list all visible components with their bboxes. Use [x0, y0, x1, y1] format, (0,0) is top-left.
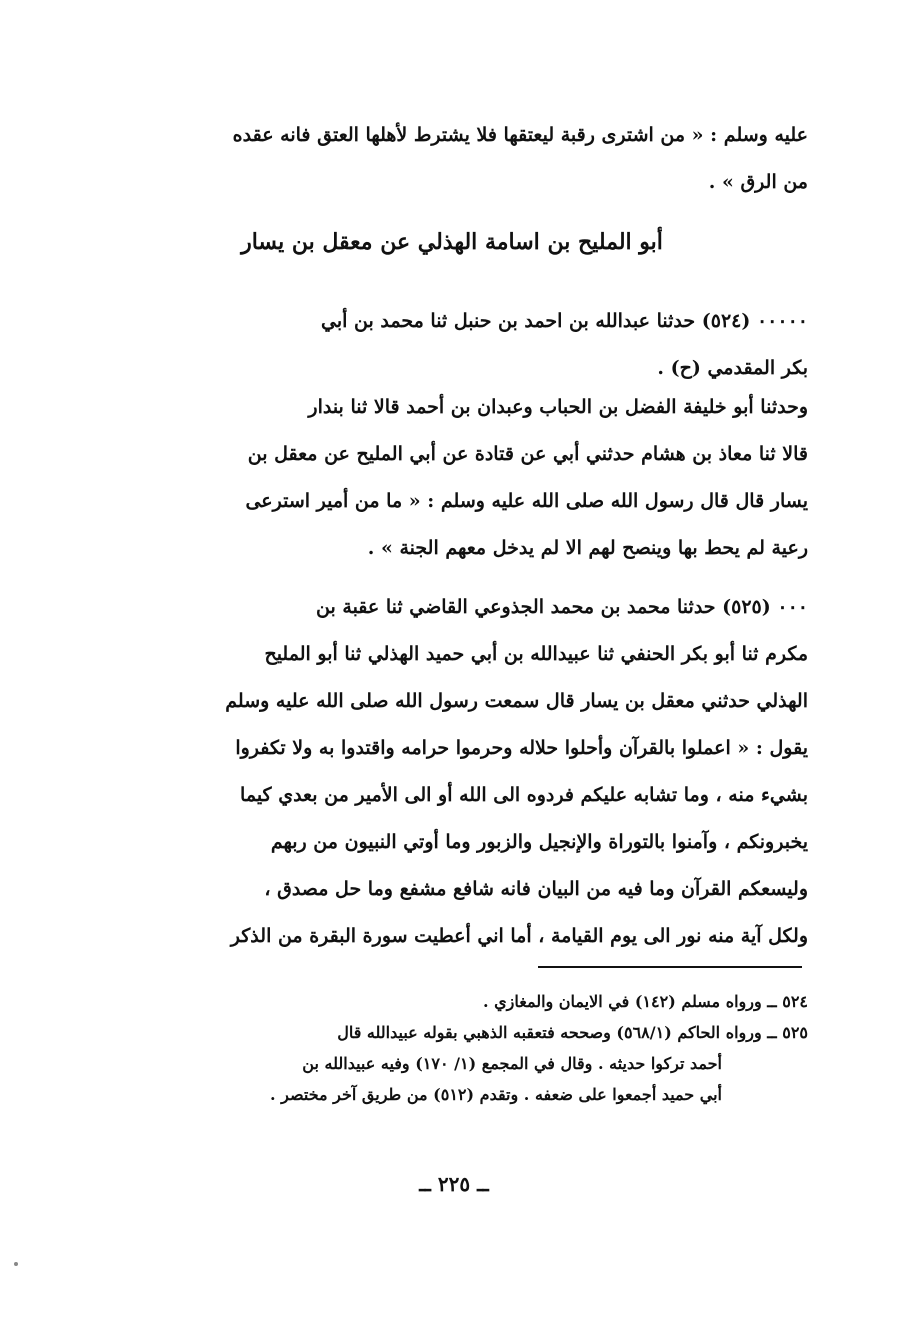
footnote-separator	[538, 966, 802, 968]
text-line: يقول : « اعملوا بالقرآن وأحلوا حلاله وحرموا حرامه واقتدوا به ولا تكفروا	[235, 737, 808, 759]
footnote-525-line: أبي حميد أجمعوا على ضعفه . وتقدم (٥١٢) من طريق آخر مختصر .	[270, 1085, 722, 1104]
text-line: يخبرونكم ، وآمنوا بالتوراة والإنجيل والزبور وما أوتي النبيون من ربهم	[270, 831, 808, 853]
intro-paragraph	[96, 112, 808, 206]
text-line: عليه وسلم : « من اشترى رقبة ليعتقها فلا يشترط لأهلها العتق فانه عقده	[232, 124, 808, 146]
chapter-heading: أبو المليح بن اسامة الهذلي عن معقل بن يسار	[241, 229, 663, 255]
text-line: قالا ثنا معاذ بن هشام حدثني أبي عن قتادة عن أبي المليح عن معقل بن	[247, 443, 808, 465]
hadith-524-isnad	[96, 298, 808, 392]
footnote-525-line: ٥٢٥ ــ ورواه الحاكم (٥٦٨/١) وصححه فتعقبه الذهبي بقوله عبيدالله قال	[337, 1023, 808, 1042]
text-line: وليسعكم القرآن وما فيه من البيان فانه شافع مشفع وما حل مصدق ،	[264, 878, 808, 900]
footnote-525-line: أحمد تركوا حديثه . وقال في المجمع (١/ ١٧٠) وفيه عبيدالله بن	[302, 1054, 722, 1073]
footnotes	[96, 986, 808, 1110]
text-line: الهذلي حدثني معقل بن يسار قال سمعت رسول الله صلى الله عليه وسلم	[225, 690, 808, 712]
text-line: مكرم ثنا أبو بكر الحنفي ثنا عبيدالله بن أبي حميد الهذلي ثنا أبو المليح	[264, 643, 808, 665]
text-line: من الرق » .	[708, 171, 808, 193]
footnote-524: ٥٢٤ ــ ورواه مسلم (١٤٢) في الايمان والمغازي .	[482, 992, 808, 1011]
text-line: بكر المقدمي (ح) .	[657, 357, 808, 379]
hadith-525	[96, 584, 808, 960]
text-line: بشيء منه ، وما تشابه عليكم فردوه الى الله أو الى الأمير من بعدي كيما	[240, 784, 808, 806]
hadith-524-body	[96, 384, 808, 572]
scan-speck	[14, 1262, 18, 1266]
text-line: ۰۰۰ (٥٢٥) حدثنا محمد بن محمد الجذوعي القاضي ثنا عقبة بن	[316, 596, 808, 618]
text-line: وحدثنا أبو خليفة الفضل بن الحباب وعبدان بن أحمد قالا ثنا بندار	[308, 396, 808, 418]
text-line: يسار قال قال رسول الله صلى الله عليه وسلم : « ما من أمير استرعى	[245, 490, 808, 512]
text-line: رعية لم يحط بها وينصح لهم الا لم يدخل معهم الجنة » .	[367, 537, 808, 559]
text-line: ۰۰۰۰۰ (٥٢٤) حدثنا عبدالله بن احمد بن حنبل ثنا محمد بن أبي	[321, 310, 808, 332]
text-line: ولكل آية منه نور الى يوم القيامة ، أما اني أعطيت سورة البقرة من الذكر	[230, 925, 808, 947]
page-number: ــ ٢٢٥ ــ	[419, 1172, 489, 1196]
